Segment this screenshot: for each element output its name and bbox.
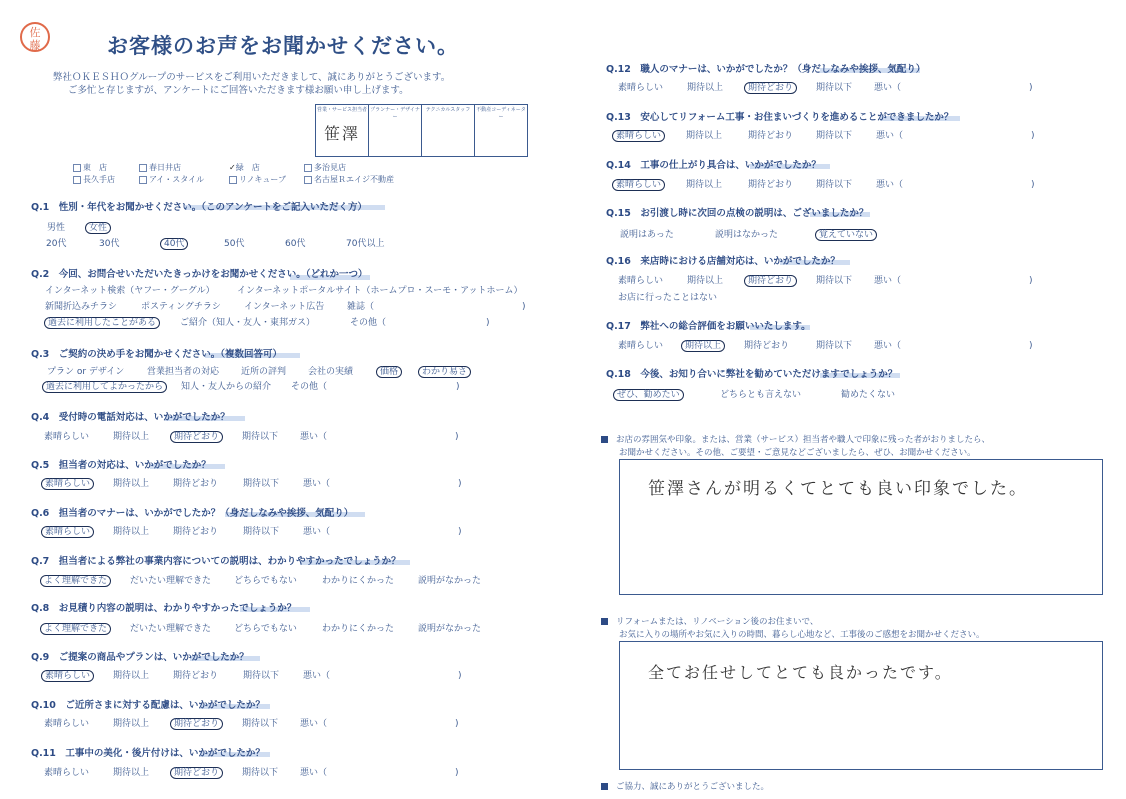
checkbox-icon[interactable]: [139, 176, 147, 184]
comment1-prompt: お店の雰囲気や印象。または、営業（サービス）担当者や職人で印象に残った者がおりましたら、: [601, 433, 990, 445]
q17-title: Q.17 弊社への総合評価をお願いいたします。: [606, 321, 811, 332]
checkbox-icon[interactable]: [73, 164, 81, 172]
q9-selected[interactable]: 素晴らしい: [41, 670, 94, 682]
q1-age-selected[interactable]: 40代: [160, 238, 188, 250]
q1-male[interactable]: 男性: [47, 223, 66, 233]
staff-col-planner: プランナー・デザイナー: [369, 105, 422, 157]
staff-col-realestate: 不動産コーディネーター: [475, 105, 528, 157]
checkbox-icon[interactable]: [139, 164, 147, 172]
square-bullet-icon: [601, 436, 608, 443]
q6-title: Q.6 担当者のマナーは、いかがでしたか？（身だしなみや挨拶、気配り）: [31, 508, 354, 519]
q16-title: Q.16 来店時における店舗対応は、いかがでしたか？: [606, 256, 840, 267]
comment2-prompt: リフォームまたは、リノベーション後のお住まいで、: [601, 615, 818, 627]
q18-options: ぜひ、勧めたい どちらとも言えない 勧めたくない: [613, 387, 895, 400]
square-bullet-icon: [601, 618, 608, 625]
comment2-answer: 全てお任せしてとても良かったです。: [648, 663, 953, 682]
store-row-2: 長久手店 アイ・スタイル リノキューブ 名古屋Ｒエイジ不動産: [73, 174, 394, 185]
q14-selected[interactable]: 素晴らしい: [612, 179, 665, 191]
q11-selected[interactable]: 期待どおり: [170, 767, 223, 779]
intro-line-1: 弊社ＯＫＥＳＨＯグループのサービスをご利用いただきまして、誠にありがとうございます。: [53, 72, 451, 83]
q2-selected[interactable]: 過去に利用したことがある: [44, 317, 160, 329]
staff-handwritten-name: 笹澤: [323, 124, 360, 143]
q6-selected[interactable]: 素晴らしい: [41, 526, 94, 538]
q7-title: Q.7 担当者による弊社の事業内容についての説明は、わかりやすかったでしょうか？: [31, 556, 401, 567]
q13-title: Q.13 安心してリフォーム工事・お住まいづくりを進めることができましたか？: [606, 112, 954, 123]
q3-price-selected[interactable]: 価格: [376, 366, 402, 378]
intro-line-2: ご多忙と存じますが、アンケートにご回答いただきます様お願い申し上げます。: [68, 85, 409, 96]
q11-options: 素晴らしい 期待以上 期待どおり 期待以下 悪い（ ): [44, 768, 459, 778]
q13-options: 素晴らしい 期待以上 期待どおり 期待以下 悪い（ ): [612, 128, 1035, 141]
q12-selected[interactable]: 期待どおり: [744, 82, 797, 94]
q13-selected[interactable]: 素晴らしい: [612, 130, 665, 142]
q10-title: Q.10 ご近所さまに対する配慮は、いかがでしたか？: [31, 700, 265, 711]
q8-selected[interactable]: よく理解できた: [40, 623, 111, 635]
q17-options: 素晴らしい 期待以上 期待どおり 期待以下 悪い（ ): [618, 341, 1033, 351]
q4-title: Q.4 受付時の電話対応は、いかがでしたか？: [31, 412, 230, 423]
q9-title: Q.9 ご提案の商品やプランは、いかがでしたか？: [31, 652, 249, 663]
q16-selected[interactable]: 期待どおり: [744, 275, 797, 287]
q5-title: Q.5 担当者の対応は、いかがでしたか？: [31, 460, 211, 471]
q17-selected[interactable]: 期待以上: [681, 340, 725, 352]
q1-title: Q.1 性別・年代をお聞かせください。（このアンケートをご記入いただく方）: [31, 202, 367, 213]
q12-options: 素晴らしい 期待以上 期待どおり 期待以下 悪い（ ): [618, 83, 1033, 93]
q3-past-selected[interactable]: 過去に利用してよかったから: [42, 381, 167, 393]
q1-ages: 20代 30代 40代 50代 60代 70代以上: [46, 239, 385, 249]
q14-options: 素晴らしい 期待以上 期待どおり 期待以下 悪い（ ): [612, 177, 1035, 190]
q16-options: 素晴らしい 期待以上 期待どおり 期待以下 悪い（ ): [618, 276, 1033, 286]
q2-title: Q.2 今回、お問合せいただいたきっかけをお聞かせください。（どれか一つ）: [31, 269, 368, 280]
q18-title: Q.18 今後、お知り合いに弊社を勧めていただけますでしょうか？: [606, 369, 898, 380]
q7-options: よく理解できた だいたい理解できた どちらでもない わかりにくかった 説明がなかった: [40, 573, 481, 586]
q15-title: Q.15 お引渡し時に次回の点検の説明は、ございましたか？: [606, 208, 869, 219]
checkbox-icon[interactable]: [73, 176, 81, 184]
q9-options: 素晴らしい 期待以上 期待どおり 期待以下 悪い（ ): [41, 668, 462, 681]
staff-col-sales: 営業・サービス担当者 笹澤: [316, 105, 369, 157]
stamp-seal: 佐藤: [20, 22, 50, 52]
q18-selected[interactable]: ぜひ、勧めたい: [613, 389, 684, 401]
q16-extra[interactable]: お店に行ったことはない: [618, 293, 718, 303]
q3-title: Q.3 ご契約の決め手をお聞かせください。（複数回答可）: [31, 349, 283, 360]
q3-clarity-selected[interactable]: わかり易さ: [418, 366, 471, 378]
comment2-box[interactable]: [619, 641, 1103, 770]
q1-female-selected[interactable]: 女性: [85, 222, 111, 234]
checkbox-icon[interactable]: [304, 164, 312, 172]
comment1-answer: 笹澤さんが明るくてとても良い印象でした。: [648, 479, 1028, 499]
q5-selected[interactable]: 素晴らしい: [41, 478, 94, 490]
closing: ご協力、誠にありがとうございました。: [601, 780, 769, 792]
q12-title: Q.12 職人のマナーは、いかがでしたか？（身だしなみや挨拶、気配り）: [606, 64, 926, 75]
q8-title: Q.8 お見積り内容の説明は、わかりやすかったでしょうか？: [31, 603, 297, 614]
q14-title: Q.14 工事の仕上がり具合は、いかがでしたか？: [606, 160, 821, 171]
q15-options: 説明はあった 説明はなかった 覚えていない: [620, 227, 877, 240]
checkbox-icon[interactable]: [229, 176, 237, 184]
q11-title: Q.11 工事中の美化・後片付けは、いかがでしたか？: [31, 748, 265, 759]
comment1-box[interactable]: [619, 459, 1103, 595]
q4-options: 素晴らしい 期待以上 期待どおり 期待以下 悪い（ ): [44, 432, 459, 442]
checkbox-icon[interactable]: [304, 176, 312, 184]
page-title: お客様のお声をお聞かせください。: [107, 34, 459, 58]
q10-selected[interactable]: 期待どおり: [170, 718, 223, 730]
q7-selected[interactable]: よく理解できた: [40, 575, 111, 587]
checkmark-icon[interactable]: ✓: [229, 163, 236, 172]
q6-options: 素晴らしい 期待以上 期待どおり 期待以下 悪い（ ): [41, 524, 462, 537]
staff-table: [315, 104, 528, 157]
q15-selected[interactable]: 覚えていない: [815, 229, 877, 241]
q5-options: 素晴らしい 期待以上 期待どおり 期待以下 悪い（ ): [41, 476, 462, 489]
q10-options: 素晴らしい 期待以上 期待どおり 期待以下 悪い（ ): [44, 719, 459, 729]
q4-selected[interactable]: 期待どおり: [170, 431, 223, 443]
store-row-1: 東 店 春日井店 ✓緑 店 多治見店: [73, 162, 346, 173]
q8-options: よく理解できた だいたい理解できた どちらでもない わかりにくかった 説明がなかった: [40, 621, 481, 634]
square-bullet-icon: [601, 783, 608, 790]
staff-col-technical: テクニカルスタッフ: [422, 105, 475, 157]
